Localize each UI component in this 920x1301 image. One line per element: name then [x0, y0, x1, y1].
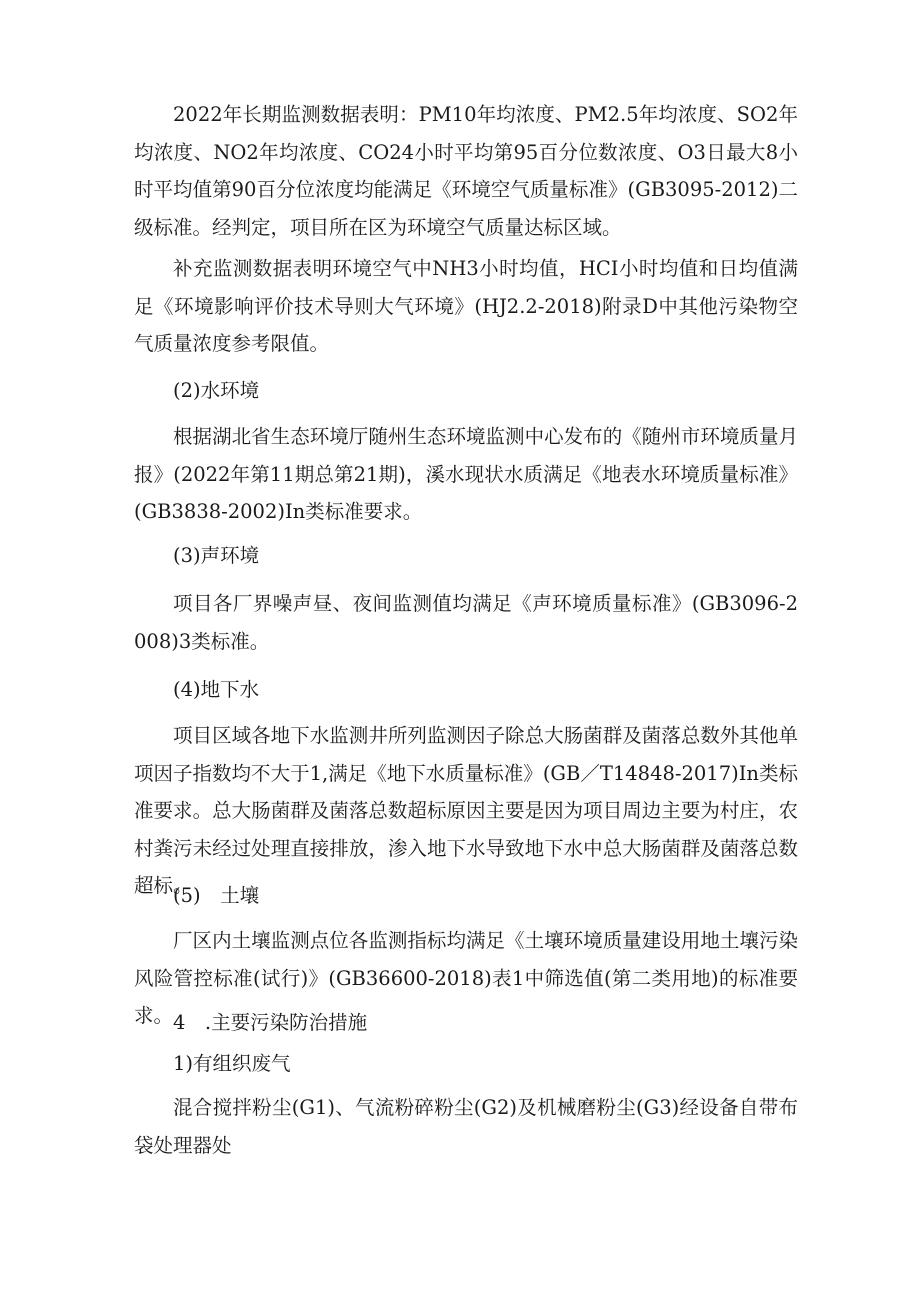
paragraph-water-quality: 根据湖北省生态环境厅随州生态环境监测中心发布的《随州市环境质量月报》(2022年第11期总第21期)，溪水现状水质满足《地表水环境质量标准》(GB3838-2002)In类标准要求。	[134, 425, 798, 523]
heading-noise-environment: (3)声环境	[173, 544, 260, 567]
paragraph-supplementary-monitoring: 补充监测数据表明环境空气中NH3小时均值，HCI小时均值和日均值满足《环境影响评价技术导则大气环境》(HJ2.2-2018)附录D中其他污染物空气质量浓度参考限值。	[134, 257, 798, 355]
paragraph-groundwater: 项目区域各地下水监测井所列监测因子除总大肠菌群及菌落总数外其他单项因子指数均不大于1,满足《地下水质量标准》(GB／T14848-2017)In类标准要求。总大肠菌群及菌落总数超标原因主要是因为项目周边主要为村庄，农村粪污未经过处理直接排放，渗入地下水导致地下水中总大肠菌群及菌落总数超标。	[134, 724, 798, 897]
paragraph-noise: 项目各厂界噪声昼、夜间监测值均满足《声环境质量标准》(GB3096-2008)3类标准。	[134, 592, 798, 653]
heading-water-environment: (2)水环境	[173, 379, 260, 402]
paragraph-dust-treatment: 混合搅拌粉尘(G1)、气流粉碎粉尘(G2)及机械磨粉尘(G3)经设备自带布袋处理器处	[134, 1096, 798, 1157]
heading-soil: (5) 土壤	[173, 884, 260, 907]
paragraph-soil: 厂区内土壤监测点位各监测指标均满足《土壤环境质量建设用地土壤污染风险管控标准(试行)》(GB36600-2018)表1中筛选值(第二类用地)的标准要求。	[134, 929, 798, 1027]
heading-organized-waste-gas: 1)有组织废气	[173, 1052, 291, 1075]
heading-groundwater: (4)地下水	[173, 678, 260, 701]
paragraph-air-quality-2022: 2022年长期监测数据表明：PM10年均浓度、PM2.5年均浓度、SO2年均浓度、NO2年均浓度、CO24小时平均第95百分位数浓度、O3日最大8小时平均值第90百分位浓度均能满足《环境空气质量标准》(GB3095-2012)二级标准。经判定，项目所在区为环境空气质量达标区域。	[134, 103, 798, 239]
heading-pollution-control-measures: 4 .主要污染防治措施	[173, 1011, 368, 1034]
